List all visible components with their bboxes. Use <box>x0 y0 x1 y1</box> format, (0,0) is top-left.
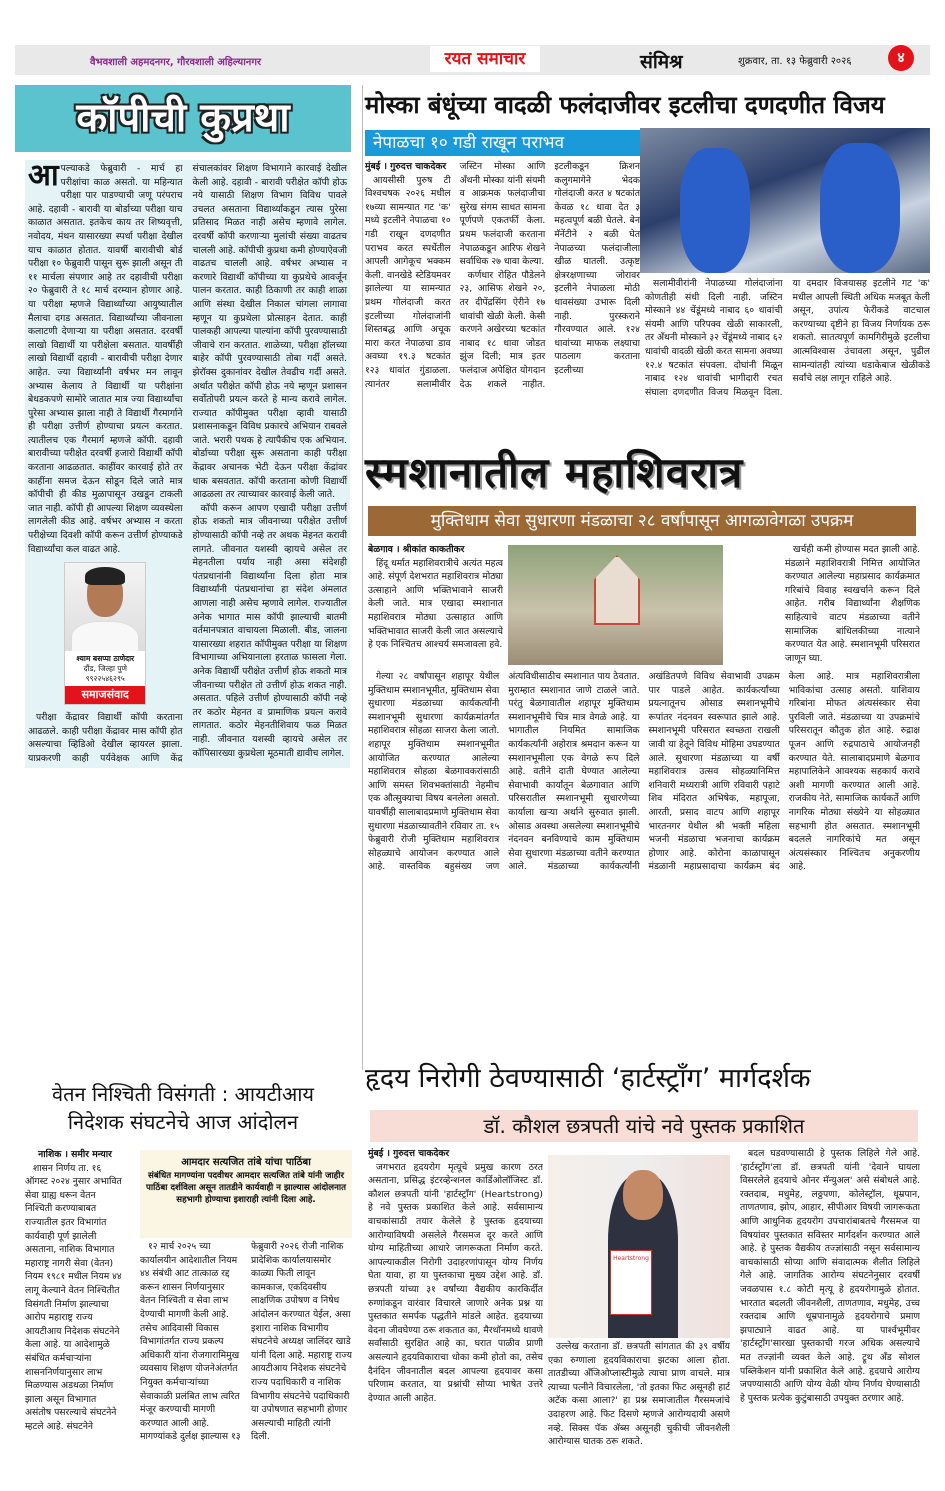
iti-headline-line: वेतन निश्चिती विसंगती : आयटीआय <box>51 1082 315 1106</box>
iti-columns <box>140 1240 352 1470</box>
heart-paragraph: जगभरात हृदयरोग मृत्यूचे प्रमुख कारण ठरत असताना, प्रसिद्ध इंटरव्हेन्शनल कार्डिओलॉजिस्ट डॉ. कौशल छत्रपती यांनी 'हार्टस्ट्रॉंग' (Heartstrong) हे नवे पुस्तक प्रकाशित केले आहे. सर्वसामान्य वाचकांसाठी तयार केलेले हे पुस्तक हृदयाच्या आरोग्याविषयी असलेले गैरसमज दूर करते आणि योग्य माहितीच्या आधारे जागरूकता निर्माण करते. आपल्याकडील निरोगी उदाहरणांपासून योग्य निर्णय घेता यावा, हा या पुस्तकाचा मुख्य उद्देश आहे. डॉ. छत्रपती यांच्या ३१ वर्षांच्या वैद्यकीय कारकिर्दीत रुग्णांकडून वारंवार विचारले जाणारे अनेक प्रश्न या पुस्तकात समर्पक पद्धतीने मांडले आहेत. हृदयाच्या वेदना जीवघेण्या ठरू शकतात का, मैरथॉनमध्ये धावणे सर्वांसाठी सुरक्षित आहे का, घरात पाळीव प्राणी असल्याने हृदयविकाराचा धोका कमी होतो का, तसेच दैनंदिन जीवनातील बदल आपल्या हृदयावर कसा परिणाम करतात, या प्रश्नांची सोप्या भाषेत उत्तरे देण्यात आली आहेत. <box>368 1161 543 1404</box>
column-badge: समाजसंवाद <box>65 686 145 704</box>
iti-headline-line: निदेशक संघटनेचे आज आंदोलन <box>67 1110 299 1134</box>
shiv-paragraph: खर्चही कमी होण्यास मदत झाली आहे. मंडळाने महाशिवरात्री निमित्त आयोजित करण्यात आलेल्या महाप्रसाद कार्यक्रमात गरिबांचे विवाह स्वखर्चाने करून दिले आहेत. गरीब विद्यार्थ्यांना शैक्षणिक साहित्याचे वाटप मंडळाच्या वतीने सामाजिक बांधिलकीच्या नात्याने करण्यात येत आहे. स्मशानभूमी परिसरात जाणून घ्या. <box>785 544 920 664</box>
page-number: ४ <box>888 45 914 71</box>
temple-photo <box>508 545 723 665</box>
kopi-article-body <box>25 160 350 768</box>
heart-paragraph: बदल घडवण्यासाठी हे पुस्तक लिहिले गेले आहे. 'हार्टस्ट्रॉंग'ला डॉ. छत्रपती यांनी 'देवाने घायला विसरलेले हृदयाचे ओनर मॅन्युअल' असे संबोधले आहे. रक्तदाब, मधुमेह, लठ्ठपणा, कोलेस्ट्रॉल, धूम्रपान, ताणतणाव, झोप, आहार, सीपीआर विषयी जागरूकता आणि आधुनिक हृदयरोग उपचारांबाबतचे गैरसमज या विषयांवर पुस्तकात सविस्तर मार्गदर्शन करण्यात आले आहे. हे पुस्तक वैद्यकीय तज्ज्ञांसाठी नसून सर्वसामान्य वाचकांसाठी सोप्या आणि संवादात्मक शैलीत लिहिले गेले आहे. जागतिक आरोग्य संघटनेनुसार दरवर्षी जवळपास १.८ कोटी मृत्यू हे हृदयरोगामुळे होतात. भारतात बदलती जीवनशैली, ताणतणाव, मधुमेह, उच्च रक्तदाब आणि धूम्रपानामुळे हृदयरोगाचे प्रमाण झपाट्याने वाढत आहे. या पार्श्वभूमीवर 'हार्टस्ट्रॉंग'सारखा पुस्तकाची गरज अधिक असल्याचे मत तज्ज्ञांनी व्यक्त केले आहे. ट्रूथ अँड सोशल पब्लिकेशन यांनी प्रकाशित केले आहे. हृदयाचे आरोग्य जपण्यासाठी आणि योग्य वेळी योग्य निर्णय घेण्यासाठी हे पुस्तक प्रत्येक कुटुंबासाठी उपयुक्त ठरणार आहे. <box>740 1148 920 1404</box>
author-photo <box>65 563 145 651</box>
dateline: मुंबई । गुरुदत्त चाकदेकर <box>365 161 447 172</box>
dateline: मुंबई । गुरुदत्त चाकदेकर <box>368 1148 450 1159</box>
italy-article-body-continued <box>645 277 930 427</box>
kopi-paragraph: परीक्षा केंद्रावर विद्यार्थी कॉपी करताना आढळले. काही परीक्षा केंद्रावर मास कॉपी होत असल्याचा व्हिडिओ देखील व्हायरल झाला. याप्रकरणी काही पर्यवेक्षक आणि केंद्र संचालकांवर शिक्षण विभागाने कारवाई देखील केली आहे. दहावी - बारावी परीक्षेत कॉपी होऊ नये यासाठी शिक्षण विभाग विविध पावले उचलत असताना विद्यार्थ्यांकडून त्यास पुरेसा प्रतिसाद मिळत नाही असेच म्हणावे लागेल. दरवर्षी कॉपी करणाऱ्या मुलांची संख्या वाढतच चालली आहे. कॉपीची कुप्रथा कमी होण्याऐवजी वाढतच चालली आहे. वर्षभर अभ्यास न करणारे विद्यार्थी कॉपीच्या या कुप्रथेचे आवर्जून पालन करतात. काही ठिकाणी तर काही शाळा आणि संस्था देखील निकाल चांगला लागावा म्हणून या कुप्रथेला प्रोत्साहन देतात. काही पालकही आपल्या पाल्यांना कॉपी पुरवण्यासाठी जीवाचे रान करतात. शाळेच्या, परीक्षा हॉलच्या बाहेर कॉपी पुरवण्यासाठी तोबा गर्दी असते. झेरॉक्स दुकानांवर देखील तेवढीच गर्दी असते. अर्थात परीक्षेत कॉपी होऊ नये म्हणून प्रशासन सर्वोतोपरी प्रयत्न करते हे मान्य करावे लागेल. राज्यात कॉपीमुक्त परीक्षा व्हावी यासाठी प्रशासनाकडून विविध प्रकारचे अभियान राबवले जाते. भरारी पथक हे त्यापैकीच एक अभियान. बोर्डाच्या परीक्षा सुरू असताना काही परीक्षा केंद्रावर अचानक भेटी देऊन परीक्षा केंद्रांवर धाक बसवतात. कॉपी करताना कोणी विद्यार्थी आढळला तर त्याच्यावर कारवाई केली जाते. <box>28 163 347 764</box>
italy-paragraph: सलामीवीरांनी नेपाळच्या गोलंदाजांना कोणतीही संधी दिली नाही. जस्टिन मोस्काने ४४ चेंडूंमध्ये नाबाद ६० धावांची संयमी आणि परिपक्व खेळी साकारली, तर अँथनी मोस्काने ३२ चेंडूंमध्ये नाबाद ६२ धावांची वादळी खेळी करत सामना अवघ्या १२.४ षटकांत संपवला. दोघांनी मिळून नाबाद १२४ धावांची भागीदारी रचत संघाला दणदणीत विजय मिळवून दिला. या दमदार विजयासह इटलीने गट 'क' मधील आपली स्थिती अधिक मजबूत केली असून, उपांत्य फेरीकडे वाटचाल करण्याच्या दृष्टीने हा विजय निर्णायक ठरू शकतो. सातत्यपूर्ण कामगिरीमुळे इटलीचा आत्मविश्वास उंचावला असून, पुढील सामन्यांतही त्यांच्या धडाकेबाज खेळीकडे सर्वांचे लक्ष लागून राहिले आहे. <box>645 278 930 398</box>
author-name: श्याम बसप्पा ठाणेदार <box>76 654 135 664</box>
author-place: दौंड, जिल्हा पुणे <box>83 664 127 674</box>
italy-article-body <box>365 160 640 425</box>
shiv-column-right <box>785 543 920 668</box>
iti-headline <box>15 1080 351 1136</box>
support-box-title: आमदार सत्यजित तांबे यांचा पाठिंबा <box>181 1157 311 1168</box>
kopi-paragraph: कॉपी करून आपण एखादी परीक्षा उत्तीर्ण होऊ शकतो मात्र जीवनाच्या परीक्षेत उत्तीर्ण होण्यासाठी कॉपी नव्हे तर अथक मेहनत करावी लागते. जीवनात यशस्वी व्हायचे असेल तर मेहनतीला पर्याय नाही असा संदेशही पंतप्रधानांनी विद्यार्थ्यांना दिला होता मात्र विद्यार्थ्यांनी पंतप्रधानांचा हा संदेश अंमलात आणला नाही असेच म्हणावे लागेल. राज्यातील अनेक भागात मास कॉपी झाल्याची बातमी वर्तमानपत्रात वाचायला मिळाली. बीड, जालना यासारख्या शहरात कॉपीमुक्त परीक्षा या शिक्षण विभागाच्या अभियानाला हरताळ फासला गेला. अनेक विद्यार्थी परीक्षेत उत्तीर्ण होऊ शकतो मात्र जीवनाच्या परीक्षेत तो उत्तीर्ण होऊ शकत नाही. असतात. पहिले उत्तीर्ण होण्यासाठी कॉपी नव्हे तर कठोर मेहनत व प्रामाणिक प्रयत्न करावे लागतात. कठोर मेहनतीशिवाय फळ मिळत नाही. जीवनात यशस्वी व्हायचे असेल तर कॉपिसारख्या कुप्रथेला मूठमाती द्यावीच लागेल. <box>192 502 347 759</box>
book-cover: Heartstrong <box>610 1250 652 1315</box>
support-box-body: संबंधित मागण्यांना पदवीधर आमदार सत्यजित तांबे यांनी जाहीर पाठिंबा दर्शविला असून तातडीने कार्यवाही न झाल्यास आंदोलनात सहभागी होण्याचा इशाराही त्यांनी दिला आहे. <box>146 1171 346 1205</box>
kopi-paragraph: पल्याकडे फेब्रुवारी - मार्च हा परीक्षांचा काळ असतो. या महिन्यात परीक्षा पार पाडण्याची जणू परंपराच आहे. दहावी - बारावी या बोर्डाच्या परीक्षा याच काळात असतात. इतकेच काय तर शिष्यवृत्ती, नवोदय, मंथन यासारख्या स्पर्धा परीक्षा देखील याच काळात होतात. यावर्षी बारावीची बोर्ड परीक्षा १० फेब्रुवारी पासून सुरू झाली असून ती ११ मार्चला संपणार आहे तर दहावीची परीक्षा २० फेब्रुवारी ते १८ मार्च दरम्यान होणार आहे. या परीक्षा म्हणजे विद्यार्थ्यांच्या आयुष्यातील मैलाचा दगड असतात. विद्यार्थ्यांच्या जीवनाला कलाटणी देणाऱ्या या परीक्षा असतात. दरवर्षी लाखो विद्यार्थी या परीक्षेला बसतात. यावर्षीही लाखो विद्यार्थी दहावी - बारावीची परीक्षा देणार आहेत. ज्या विद्यार्थ्यांनी वर्षभर मन लावून अभ्यास केलाय ते विद्यार्थी या परीक्षांना बेधडकपणे सामोरे जातात मात्र ज्या विद्यार्थ्यांचा पुरेसा अभ्यास झाला नाही ते विद्यार्थी गैरमार्गाने ही परीक्षा उत्तीर्ण होण्याचा प्रयत्न करतात. त्यातीलच एक गैरमार्ग म्हणजे कॉपी. दहावी बारावीच्या परीक्षेत दरवर्षी हजारो विद्यार्थी कॉपी करताना आढळतात. काहींवर कारवाई होते तर काहींना समज देऊन सोडून दिले जाते मात्र कॉपीची ही कीड मुळापासून उखडून टाकली जात नाही. कॉपी ही आपल्या शिक्षण व्यवस्थेला लागलेली कीड आहे. वर्षभर अभ्यास न करता परीक्षेच्या दिवशी कॉपी करून उत्तीर्ण होण्याकडे विद्यार्थ्यांचा कल वाढत आहे. <box>28 163 183 555</box>
masthead-tagline: वैभवशाली अहमदनगर, गौरवशाली अहिल्यानगर <box>90 57 262 68</box>
heart-headline: हृदय निरोगी ठेवण्यासाठी ‘हार्टस्ट्रॉंग’ मार्गदर्शक <box>365 1063 811 1094</box>
shiv-paragraph: गेल्या २८ वर्षांपासून शहापूर येथील मुक्तिधाम स्मशानभूमीत, मुक्तिधाम सेवा सुधारणा मंडळाच्या कार्यकर्त्यांनी स्मशानभूमी सुधारणा कार्यक्रमांतर्गत महाशिवरात्र सोहळा साजरा केला जातो. शहापूर मुक्तिधाम स्मशानभूमीत आयोजित करण्यात आलेल्या महाशिवरात्र सोहळा बेळगावकरांसाठी आणि समस्त शिवभक्तांसाठी नेहमीच एक औत्सुक्याचा विषय बनलेला असतो. यावर्षीही सालाबादप्रमाणे मुक्तिधाम सेवा सुधारणा मंडळाच्यावतीने रविवार ता. १५ फेब्रुवारी रोजी मुक्तिधाम महाशिवरात्र सोहळ्याचे आयोजन करण्यात आले आहे. वास्तविक बहुसंख्य जण अंत्यविधीसाठीच स्मशानात पाय ठेवतात. मुराम्हात स्मशानात जाणे टाळले जाते. परंतु बेळगावातील शहापूर मुक्तिधाम स्मशानभूमीचे चित्र मात्र वेगळे आहे. या भागातील नियमित सामाजिक कार्यकर्त्यांनी अहोरात्र श्रमदान करून या स्मशानभूमीला एक वेगळे रूप दिले आहे. वतीने दाती घेण्यात आलेल्या सेवाभावी कार्यांतून बेळगावात आणि परिसरातील स्मशानभूमी सुधारणेच्या कार्याला खऱ्या अर्थाने सुरुवात झाली. ओसाड अवस्था असलेल्या स्मशानभूमीचे नंदनवन बनविण्याचे काम मुक्तिधाम सेवा सुधारणा मंडळाच्या वतीने करण्यात आले. मंडळाच्या कार्यकर्त्यांनी अखंडितपणे विविध सेवाभावी उपक्रम पार पाडले आहेत. कार्यकर्त्यांच्या प्रयत्नातूनच ओसाड स्मशानभूमीचे रूपांतर नंदनवन स्वरूपात झाले आहे. स्मशानभूमी परिसरात स्वच्छता राखली जावी या हेतूने विविध मोहिमा उघडण्यात आले. सुधारणा मंडळाच्या या वर्षी महाशिवरात्र उत्सव सोहळ्यानिमित्त शनिवारी मध्यरात्री आणि रविवारी पहाटे शिव मंदिरात अभिषेक, महापूजा, आरती, प्रसाद वाटप आणि शहापूर भारतनगर येथील श्री भक्ती महिला भजनी मंडळाचा भजनाचा कार्यक्रम होणार आहे. कोरोना काळापासून मंडळानी महाप्रसादाचा कार्यक्रम बंद केला आहे. मात्र महाशिवरात्रीला भाविकांचा उत्साह असतो. याशिवाय गरिबांना मोफत अंत्यसंस्कार सेवा पुरविली जाते. मंडळाच्या या उपक्रमांचे परिसरातून कौतुक होत आहे. रुद्राक्ष पूजन आणि रुद्रपाठाचे आयोजनही करण्यात येते. सालाबादप्रमाणे बेळगाव महापालिकेने आवश्यक सहकार्य करावे अशी मागणी करण्यात आली आहे. राजकीय नेते, सामाजिक कार्यकर्ते आणि नागरिक मोठ्या संख्येने या सोहळ्यात सहभागी होत असतात. स्मशानभूमी बदलले नागरिकांचे मत असून अंत्यसंस्कार निश्चितच अनुकरणीय आहे. <box>368 671 920 873</box>
shiv-column-left <box>368 543 503 668</box>
shiv-article-body <box>368 670 920 1040</box>
heart-paragraph: उल्लेख करताना डॉ. छत्रपती सांगतात की ३९ वर्षीय एका रुग्णाला हृदयविकाराचा झटका आला होता. तातडीच्या अँजिओप्लास्टीमुळे त्याचा प्राण वाचले. मात्र त्याच्या पत्नीने विचारलेला, 'तो इतका फिट असूनही हार्ट अटॅक कसा आला?' हा प्रश्न समाजातील गैरसमजांचे उदाहरण आहे. फिट दिसणे म्हणजे आरोग्यदायी असणे नव्हे. सिक्स पॅक ॲब्स असूनही चुकीची जीवनशैली आरोग्यास घातक ठरू शकते. <box>548 1341 730 1448</box>
author-phone: ९९२२५४६२९५ <box>85 674 125 684</box>
author-with-book-photo <box>548 1155 730 1338</box>
iti-paragraph: १२ मार्च २०२५ च्या कार्यालयीन आदेशातील नियम ४४ संबंधी आट तात्काळ रद्द करून शासन निर्णयानुसार वेतन निश्चिती व सेवा लाभ देण्याची मागणी केली आहे. तसेच आदिवासी विकास विभागांतर्गत राज्य प्रकल्प अधिकारी यांना रोजगारामिमुख व्यवसाय शिक्षण योजनेअंतर्गत नियुक्त कर्मचाऱ्यांच्या सेवाकाळी प्रलंबित लाभ त्वरित मंजूर करण्याची मागणी करण्यात आली आहे. मागण्यांकडे दुर्लक्ष झाल्यास १३ फेब्रुवारी २०२६ रोजी नाशिक प्रादेशिक कार्यालयासमोर काळ्या फिती लावून कामकाज, एकदिवसीय लाक्षणिक उपोषण व निषेध आंदोलन करण्यात येईल, असा इशारा नाशिक विभागीय संघटनेचे अध्यक्ष जालिंदर खाडे यांनी दिला आहे. महाराष्ट्र राज्य आयटीआय निदेशक संघटनेचे राज्य पदाधिकारी व नाशिक विभागीय संघटनेचे पदाधिकारी या उपोषणात सहभागी होणार असल्याची माहिती त्यांनी दिली. <box>140 1241 352 1443</box>
dateline: बेळगाव । श्रीकांत काकतीकर <box>368 544 465 555</box>
heart-column <box>368 1147 543 1467</box>
cricket-photo <box>640 128 930 273</box>
shiv-subheadline: मुक्तिधाम सेवा सुधारणा मंडळाचा २८ वर्षांपासून आगळावेगळा उपक्रम <box>368 506 916 536</box>
italy-paragraph: कर्णधार रोहित पौडेलने २३, आसिफ शेखने २०, तर दीपेंद्रसिंग ऐरीने १७ धावांची खेळी केली. केसी करणने अखेरच्या षटकांत नाबाद १८ धावा जोडत झुंज दिली; मात्र इतर फलंदाज अपेक्षित योगदान देऊ शकले नाहीत. इटलीकडून क्रिशन कलुगमागेने भेदक गोलंदाजी करत ४ षटकांत केवळ १८ धावा देत ३ महत्वपूर्ण बळी घेतले. बेन मॅनेंटीने २ बळी घेत नेपाळच्या फलंदाजीला खीळ घातली. उत्कृष्ट क्षेत्ररक्षणाच्या जोरावर इटलीने नेपाळला मोठी धावसंख्या उभारू दिली नाही. पुरस्कराने गौरवण्यात आले. १२४ धावांच्या माफक लक्ष्याचा पाठलाग करताना इटलीच्या <box>459 161 640 390</box>
italy-headline: मोस्का बंधूंच्या वादळी फलंदाजीवर इटलीचा दणदणीत विजय <box>365 91 885 119</box>
italy-subheadline: नेपाळचा १० गडी राखून पराभव <box>365 130 640 156</box>
newspaper-logo: रयत समाचार <box>430 46 540 72</box>
author-box-wrapper <box>28 556 183 711</box>
iti-paragraph: शासन निर्णय ता. १६ ऑगस्ट २०२४ नुसार अभावित सेवा ग्राह्य धरून वेतन निश्चिती करण्याबाबत राज्यातील इतर विभागांत कार्यवाही पूर्ण झालेली असताना, नाशिक विभागात महाराष्ट्र नागरी सेवा (वेतन) नियम १९८१ मधील नियम ४४ लागू केल्याने वेतन निश्चितीत विसंगती निर्माण झाल्याचा आरोप महाराष्ट्र राज्य आयटीआय निदेशक संघटनेने केला आहे. या आदेशामुळे संबंधित कर्मचाऱ्यांना शासननिर्णयानुसार लाभ मिळण्यास अडथळा निर्माण झाला असून विभागात असंतोष पसरल्याचे संघटनेने म्हटले आहे. संघटनेने <box>25 1162 122 1432</box>
player-figure <box>820 143 900 273</box>
section-name: संमिश्र <box>640 51 683 73</box>
shiv-paragraph: हिंदू धर्मात महाशिवरात्रीचे अत्यंत महत्व आहे. संपूर्ण देशभरात महाशिवरात्र मोठ्या उत्साहाने आणि भक्तिभावाने साजरी केली जाते. मात्र एखादा स्मशानात महाशिवरात्र मोठ्या उत्साहात आणि भक्तिभावात साजरी केली जात असल्याचे हे एक निश्चितच आश्चर्य समजावला हवे. <box>368 557 503 651</box>
heart-column <box>548 1340 730 1468</box>
player-figure <box>680 148 750 273</box>
kopi-title: कॉपीची कुप्रथा <box>15 85 351 152</box>
column-divider <box>362 85 363 1070</box>
author-box <box>64 562 146 705</box>
drop-cap: आ <box>28 158 59 193</box>
heart-subheadline: डॉ. कौशल छत्रपती यांचे नवे पुस्तक प्रकाशित <box>370 1110 918 1142</box>
dateline: नाशिक । समीर मन्यार <box>38 1149 112 1160</box>
shiv-headline: स्मशानातील महाशिवरात्र <box>365 448 744 497</box>
issue-date: शुक्रवार, ता. १३ फेब्रुवारी २०२६ <box>738 56 852 67</box>
italy-paragraph: आयसीसी पुरुष टी विश्वचषक २०२६ मधील १७व्या सामन्यात गट 'क' मध्ये इटलीने नेपाळचा १० गडी राखून दणदणीत पराभव करत स्पर्धेतील आपली आगेकूच भक्कम केली. वानखेडे स्टेडियमवर झालेल्या या सामन्यात प्रथम गोलंदाजी करत इटलीच्या गोलंदाजांनी शिस्तबद्ध आणि अचूक मारा करत नेपाळचा डाव अवघ्या १९.३ षटकांत १२३ धावांत गुंडाळला. त्यानंतर सलामीवीर जस्टिन मोस्का आणि अँथनी मोस्का यांनी संयमी व आक्रमक फलंदाजीचा सुरेख संगम साधत सामना पूर्णपणे एकतर्फी केला. प्रथम फलंदाजी करताना नेपाळकडून आरिफ शेखने सर्वाधिक २७ धावा केल्या. <box>365 161 546 390</box>
iti-column <box>25 1148 125 1468</box>
support-box <box>140 1150 352 1238</box>
heart-column <box>740 1147 920 1467</box>
